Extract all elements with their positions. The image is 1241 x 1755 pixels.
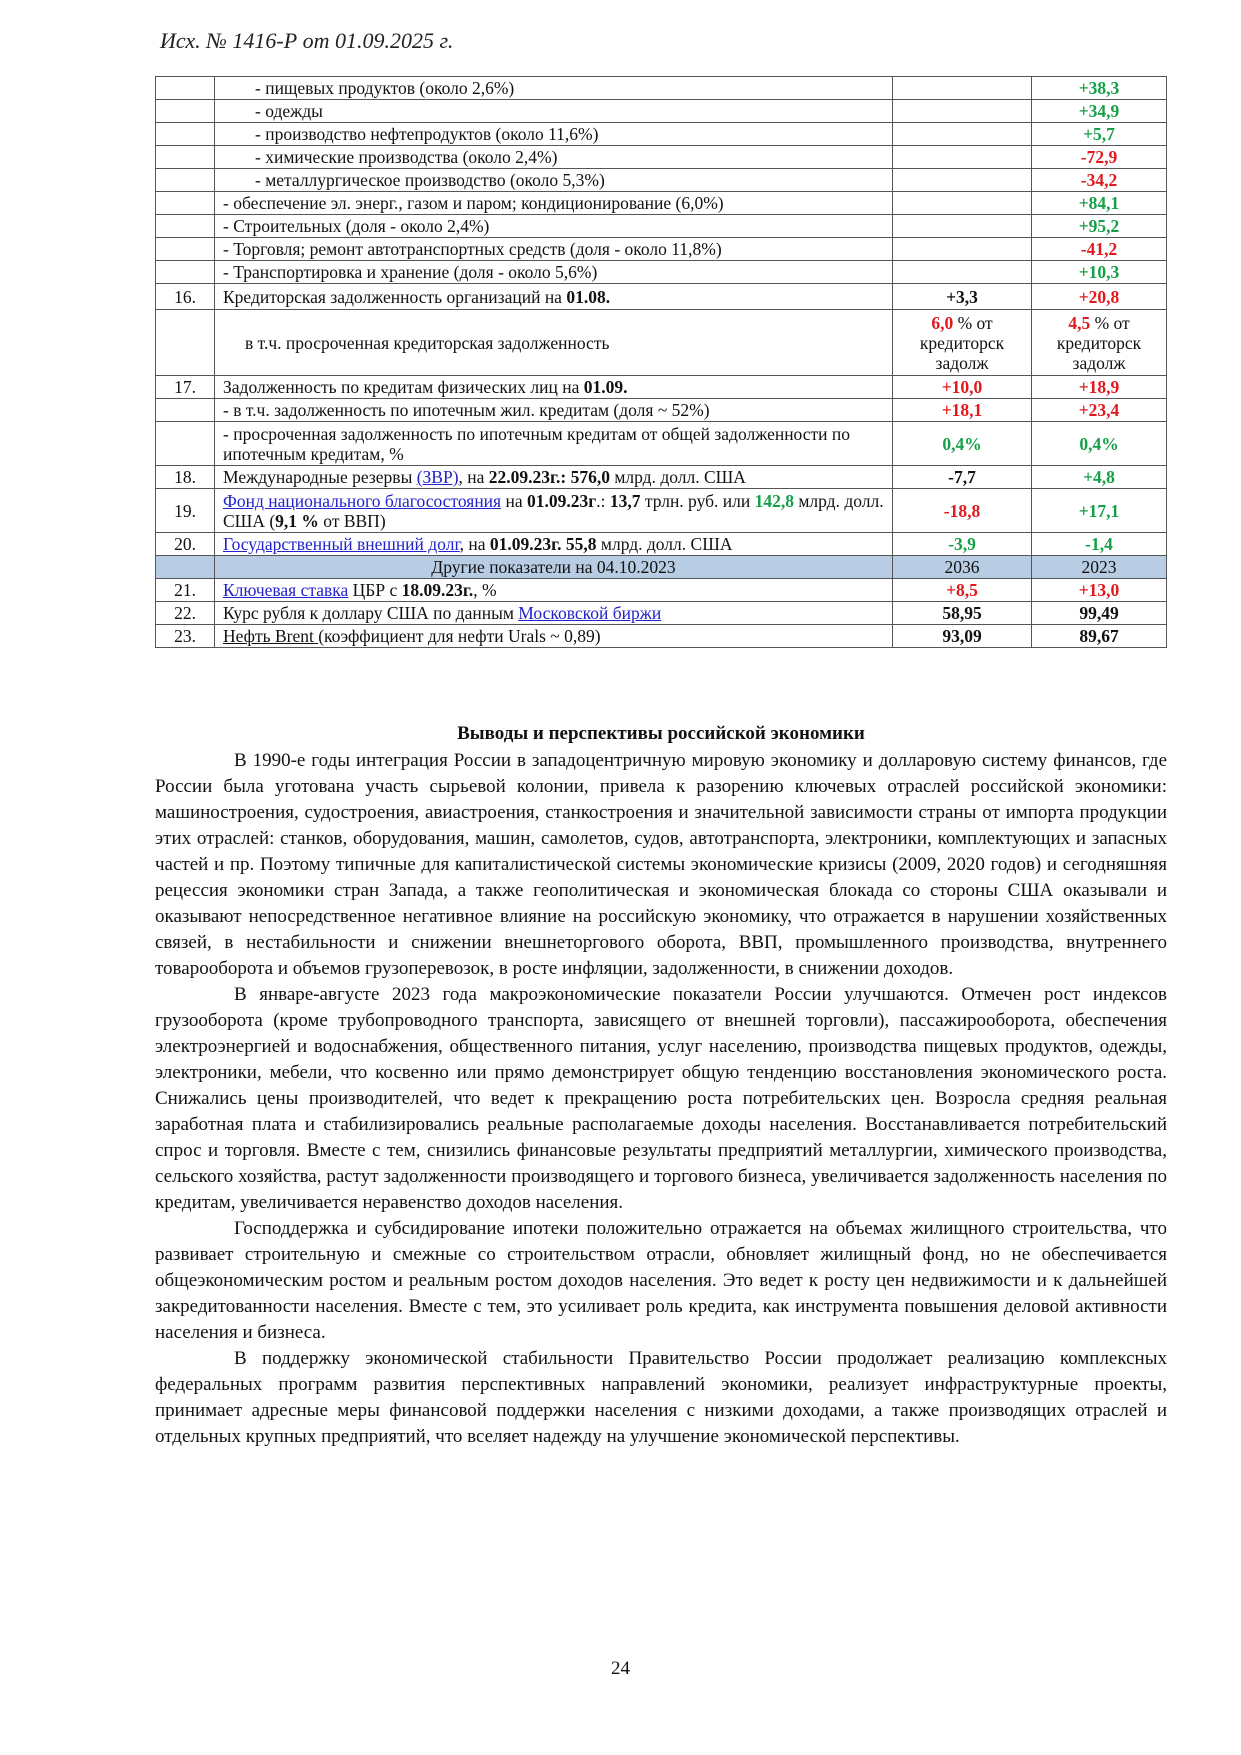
table-section-header [156,556,1167,579]
value-col2: +18,9 [1032,376,1167,399]
paragraph: Господдержка и субсидирование ипотеки положительно отражается на объемах жилищного строительства, что развивает строительную и смежные со строительством отрасли, обновляет жилищный фонд, но не обеспечивается общеэкономическим ростом и реальным ростом доходов населения. Это ведет к росту цен недвижимости и к дальнейшей закредитованности населения. Вместе с тем, это усиливает роль кредита, как инструмента повышения деловой активности населения и бизнеса. [155,1218,1167,1343]
label-text: млрд. долл. США [596,534,733,554]
row-label: - пищевых продуктов (около 2,6%) [215,77,893,100]
value-col2: +34,9 [1032,100,1167,123]
paragraph: В поддержку экономической стабильности Правительство России продолжает реализацию комплексных федеральных программ развития перспективных направлений экономики, реализует инфраструктурные проекты, принимает адресные меры финансовой поддержки населения с низкими доходами, а также производящих отраслей и отдельных крупных предприятий, что вселяет надежду на улучшение экономической перспективы. [155,1348,1167,1447]
row-number: 17. [156,376,215,399]
table-row [156,100,1167,123]
row-number: 19. [156,489,215,533]
value-col2: +4,8 [1032,466,1167,489]
row-label [215,284,893,310]
column-year-2: 2023 [1032,556,1167,579]
label-text: Кредиторская задолженность организаций на [223,286,567,307]
value-col1 [893,238,1032,261]
row-number [156,310,215,376]
table-row [156,146,1167,169]
table-row [156,466,1167,489]
page-number: 24 [611,1658,630,1679]
value-col1 [893,169,1032,192]
value-col1 [893,146,1032,169]
document-reference: Исх. № 1416-Р от 01.09.2025 г. [160,28,454,53]
value-col1: 58,95 [893,602,1032,625]
value-col2: -34,2 [1032,169,1167,192]
label-text: ЦБР с [348,580,402,600]
overdue-share: 4,5 [1068,312,1091,333]
row-number [156,422,215,466]
label-text: , % [473,580,497,600]
value-col1: +8,5 [893,579,1032,602]
label-date: 01.09. [583,377,628,397]
label-text: млрд. долл. США [609,467,746,487]
value-col2: +13,0 [1032,579,1167,602]
table-row [156,215,1167,238]
row-number: 18. [156,466,215,489]
indicators-table [155,76,1167,648]
value-col2: -1,4 [1032,533,1167,556]
table-row [156,77,1167,100]
value-col2: +38,3 [1032,77,1167,100]
row-number [156,146,215,169]
table-row [156,261,1167,284]
moscow-exchange-link[interactable]: Московской биржи [518,603,662,623]
row-number [156,77,215,100]
label-date: 01.09.23г [527,490,597,511]
label-value: 142,8 [754,490,794,511]
label-date: 01.08. [566,286,611,307]
table-row [156,422,1167,466]
value-col2: +17,1 [1032,489,1167,533]
table-row [156,376,1167,399]
value-col1: -3,9 [893,533,1032,556]
table-row [156,284,1167,310]
table-row [156,169,1167,192]
label-value: 9,1 % [275,510,319,531]
row-label: - производство нефтепродуктов (около 11,6%) [215,123,893,146]
label-text: Международные резервы [223,467,417,487]
value-col1 [893,261,1032,284]
row-number: 16. [156,284,215,310]
table-row [156,625,1167,648]
row-label: в т.ч. просроченная кредиторская задолженность [215,310,893,376]
label-text: от ВВП) [318,510,386,531]
table-row [156,238,1167,261]
label-value: 01.09.23г. 55,8 [489,534,597,554]
row-number [156,123,215,146]
value-col2 [1032,310,1167,376]
section-label: Другие показатели на 04.10.2023 [215,556,893,579]
value-col1: 93,09 [893,625,1032,648]
value-col1 [893,123,1032,146]
value-col2: -72,9 [1032,146,1167,169]
paragraph: В январе-августе 2023 года макроэкономические показатели России улучшаются. Отмечен рост индексов грузооборота (кроме трубопроводного транспорта, зависящего от внешней торговли), пассажирооборота, обеспечения электроэнергией и водоснабжения, общественного питания, услуг населению, производства пищевых продуктов, одежды, электроники, мебели, что косвенно или прямо демонстрирует общую тенденцию восстановления экономического роста. Снижались цены производителей, что ведет к прекращению роста потребительских цен. Возросла средняя реальная заработная плата и стабилизировались реальные располагаемые доходы населения. Восстанавливается потребительский спрос и торговля. Вместе с тем, снизились финансовые результаты предприятий металлургии, химического производства, сельского хозяйства, растут задолженности производящего и торгового бизнеса, увеличивается задолженность населения по кредитам, увеличивается неравенство доходов населения. [155,984,1167,1213]
value-col2: -41,2 [1032,238,1167,261]
column-year-1: 2036 [893,556,1032,579]
value-col1 [893,77,1032,100]
row-label: - Торговля; ремонт автотранспортных средств (доля - около 11,8%) [215,238,893,261]
row-label [215,602,893,625]
label-text: млрд. долл. США ( [223,490,884,531]
row-label: - химические производства (около 2,4%) [215,146,893,169]
value-col1 [893,192,1032,215]
row-label [215,489,893,533]
value-col1 [893,310,1032,376]
label-text: , на [458,467,489,487]
label-text: Курс рубля к доллару США по данным [223,603,519,623]
row-number: 22. [156,602,215,625]
value-col1: 0,4% [893,422,1032,466]
table-row [156,192,1167,215]
label-text: трлн. руб. или [640,490,755,511]
value-col1: +3,3 [893,284,1032,310]
value-col2: 99,49 [1032,602,1167,625]
paragraph: В 1990-е годы интеграция России в западоцентричную мировую экономику и долларовую систему финансов, где России была уготована участь сырьевой колонии, привела к разорению ключевых отраслей российской экономики: машиностроения, судостроения, авиастроения, станкостроения и значительной зависимости страны от импорта продукции этих отраслей: станков, оборудования, машин, самолетов, судов, автотранспорта, электроники, комплектующих и запасных частей и пр. Поэтому типичные для капиталистической системы экономические кризисы (2009, 2020 годов) и сегодняшняя рецессия экономики стран Запада, а также геополитическая и экономическая блокада со стороны США оказывали и оказывают непосредственное негативное влияние на российскую экономику, что отражается в нарушении хозяйственных связей, в нестабильности и снижении внешнеторгового оборота, ВВП, промышленного производства, внутреннего товарооборота и объемов грузоперевозок, в росте инфляции, задолженности, в снижении доходов. [155,750,1167,979]
table-row [156,123,1167,146]
table-row [156,310,1167,376]
row-number [156,238,215,261]
row-label [215,625,893,648]
reserves-link[interactable]: (ЗВР) [416,467,459,487]
row-label [215,466,893,489]
label-value: 22.09.23г.: 576,0 [488,467,610,487]
table-row [156,489,1167,533]
overdue-share: 6,0 [931,312,954,333]
overdue-share-note: % от кредиторск задолж [1056,312,1142,373]
row-label: - Строительных (доля - около 2,4%) [215,215,893,238]
label-text: (коэффициент для нефти Urals ~ 0,89) [318,626,601,646]
table-row [156,399,1167,422]
label-text: Задолженность по кредитам физических лиц на [223,377,584,397]
row-label: - металлургическое производство (около 5,3%) [215,169,893,192]
conclusions-body [155,748,1167,1450]
label-text: .: [596,490,610,511]
label-value: 13,7 [609,490,641,511]
row-number [156,261,215,284]
key-rate-link[interactable]: Ключевая ставка [223,580,349,600]
external-debt-link[interactable]: Государственный внешний долг [223,534,460,554]
row-number [156,192,215,215]
national-wealth-fund-link[interactable]: Фонд национального благосостояния [223,490,502,511]
label-date: 18.09.23г. [401,580,474,600]
value-col1: +10,0 [893,376,1032,399]
value-col1 [893,100,1032,123]
row-number [156,100,215,123]
row-number: 23. [156,625,215,648]
row-label: - просроченная задолженность по ипотечным кредитам от общей задолженности по ипотечным кредитам, % [215,422,893,466]
row-number [156,215,215,238]
table-row [156,533,1167,556]
value-col2: +95,2 [1032,215,1167,238]
label-text: , на [459,534,490,554]
value-col2: +20,8 [1032,284,1167,310]
row-number [156,169,215,192]
row-number [156,556,215,579]
row-label: - одежды [215,100,893,123]
value-col2: +10,3 [1032,261,1167,284]
table-row [156,602,1167,625]
row-label [215,376,893,399]
overdue-share-note: % от кредиторск задолж [919,312,1005,373]
row-number: 21. [156,579,215,602]
value-col2: +5,7 [1032,123,1167,146]
value-col1: +18,1 [893,399,1032,422]
section-title: Выводы и перспективы российской экономики [457,723,865,744]
row-label: - обеспечение эл. энерг., газом и паром; кондиционирование (6,0%) [215,192,893,215]
row-label: - в т.ч. задолженность по ипотечным жил. кредитам (доля ~ 52%) [215,399,893,422]
table-row [156,579,1167,602]
value-col1: -7,7 [893,466,1032,489]
row-label [215,533,893,556]
row-label [215,579,893,602]
value-col2: +23,4 [1032,399,1167,422]
value-col2: +84,1 [1032,192,1167,215]
label-text: на [501,490,527,511]
row-number: 20. [156,533,215,556]
value-col2: 0,4% [1032,422,1167,466]
row-number [156,399,215,422]
brent-oil-link[interactable]: Нефть Brent [223,626,319,646]
row-label: - Транспортировка и хранение (доля - около 5,6%) [215,261,893,284]
value-col1: -18,8 [893,489,1032,533]
value-col1 [893,215,1032,238]
value-col2: 89,67 [1032,625,1167,648]
